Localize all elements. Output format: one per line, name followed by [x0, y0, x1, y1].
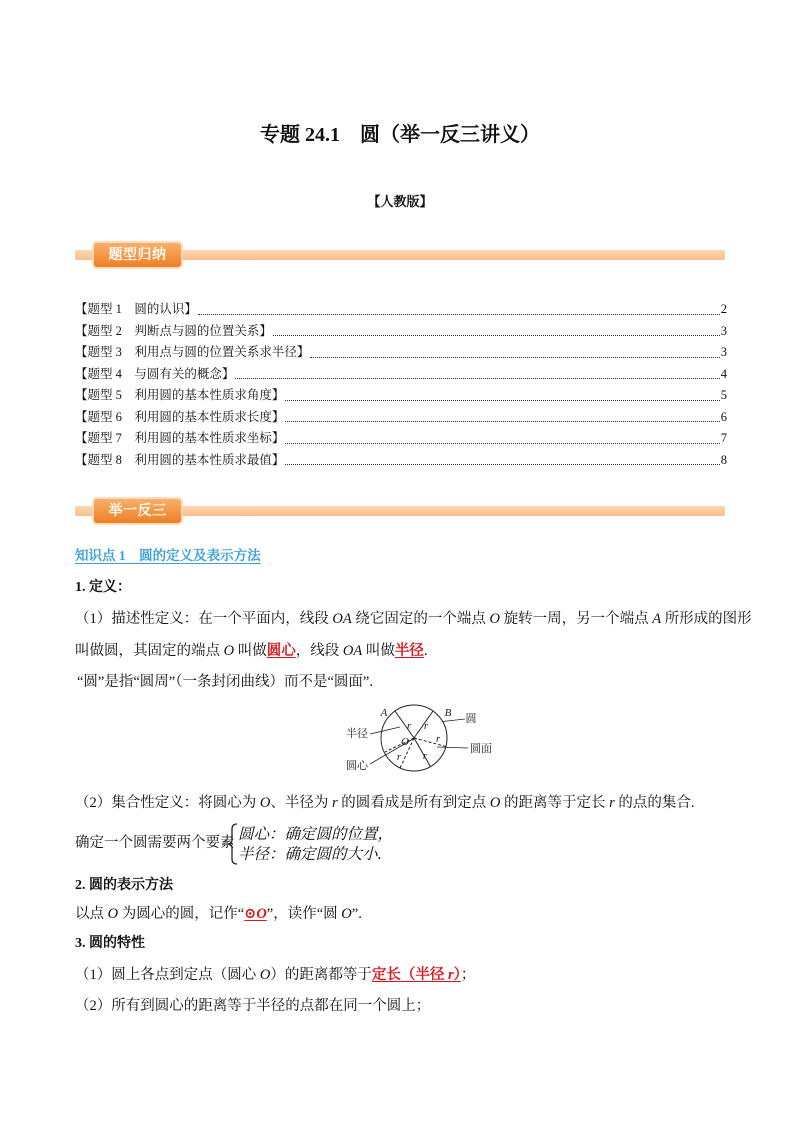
toc-entry-1[interactable]	[75, 299, 727, 321]
toc-leader-dots	[235, 378, 719, 379]
edition-label: 【人教版】	[367, 194, 433, 209]
banner-tag: 题型归纳	[92, 241, 183, 269]
text-segment: 叫做圆，其固定的端点	[75, 643, 224, 659]
toc-page-number: 4	[720, 366, 727, 381]
radius-r-label: r	[422, 750, 428, 762]
toc-leader-dots	[285, 464, 719, 465]
text-segment: 旋转一周，另一个端点	[499, 611, 653, 627]
variable: OA	[342, 643, 363, 659]
toc-entry-4[interactable]	[75, 364, 727, 386]
toc-entry-5[interactable]	[75, 385, 727, 407]
toc-leader-dots	[198, 314, 720, 315]
text-segment: 的距离等于定长	[500, 795, 610, 811]
toc-leader-dots	[273, 335, 720, 336]
toc-entry-label: 【题型 3 利用点与圆的位置关系求半径】	[75, 345, 310, 359]
text-segment: ；	[460, 967, 476, 983]
variable: OA	[332, 611, 352, 627]
emphasis-fixed-length	[372, 967, 461, 983]
text-segment: ”.	[351, 906, 362, 922]
variable: r	[447, 967, 454, 983]
variable: O	[223, 643, 235, 659]
toc-section-banner	[75, 241, 725, 269]
variable: O	[489, 611, 500, 627]
leader-radius	[370, 727, 400, 734]
toc-entry-label: 【题型 7 利用圆的基本性质求坐标】	[75, 431, 285, 445]
banner-tag: 举一反三	[92, 497, 183, 525]
variable: O	[489, 795, 501, 811]
radius-r-label: r	[406, 720, 412, 732]
variable: O	[341, 906, 352, 922]
text-segment: ）	[453, 967, 461, 983]
variable: O	[259, 795, 271, 811]
emphasis-term-center: 圆心	[266, 643, 296, 659]
text-segment: （1）描述性定义：在一个平面内，线段	[75, 611, 333, 627]
text-segment: （1）圆上各点到定点（圆心	[75, 967, 260, 983]
text-segment: （2）集合性定义：将圆心为	[75, 795, 260, 811]
point-a-label: A	[380, 707, 388, 719]
circle-term-label: 圆	[465, 713, 477, 725]
notation-line	[75, 904, 362, 924]
knowledge-point-heading: 知识点 1 圆的定义及表示方法	[75, 548, 261, 563]
radius-dashed-left	[385, 738, 414, 752]
property-1	[75, 965, 475, 985]
property-2: （2）所有到圆心的距离等于半径的点都在同一个圆上；	[75, 998, 431, 1014]
toc-entry-3[interactable]	[75, 342, 727, 364]
document-title: 专题 24.1 圆（举一反三讲义）	[260, 124, 540, 146]
radius-term-label: 半径	[346, 728, 368, 740]
text-segment: 为圆心的圆，记作“	[118, 906, 245, 922]
emphasis-term-radius: 半径	[394, 643, 424, 659]
left-brace-icon	[227, 823, 238, 865]
disk-term-label: 圆面	[470, 743, 492, 755]
leader-circle	[443, 719, 465, 722]
toc-page-number: 6	[720, 409, 727, 424]
set-definition-line	[75, 793, 695, 813]
radius-r-label: r	[423, 720, 429, 732]
toc-entry-label: 【题型 5 利用圆的基本性质求角度】	[75, 388, 285, 402]
notation-heading: 2. 圆的表示方法	[75, 878, 173, 893]
text-segment: 、半径为	[270, 795, 332, 811]
radius-dashed-right	[414, 738, 446, 747]
variable: r	[331, 795, 338, 811]
variable: r	[609, 795, 615, 811]
point-b-label: B	[444, 707, 452, 719]
variable: O	[107, 906, 119, 922]
toc-page-number: 5	[720, 388, 727, 402]
properties-heading: 3. 圆的特性	[75, 936, 145, 951]
toc-leader-dots	[310, 357, 719, 358]
elements-intro: 确定一个圆需要两个要素	[75, 835, 235, 851]
practice-section-banner	[75, 497, 725, 525]
toc-page-number: 3	[720, 323, 727, 338]
text-segment: 的圆看成是所有到定点	[337, 795, 490, 811]
text-segment: 以点	[75, 906, 108, 922]
radius-r-label: r	[435, 733, 441, 745]
toc-entry-label: 【题型 2 判断点与圆的位置关系】	[75, 323, 272, 338]
text-segment: ，线段	[295, 643, 343, 659]
center-o-label: O	[401, 736, 409, 748]
toc-entry-label: 【题型 8 利用圆的基本性质求最值】	[75, 452, 285, 467]
toc-entry-label: 【题型 6 利用圆的基本性质求长度】	[75, 409, 285, 424]
toc-leader-dots	[285, 400, 719, 401]
center-term-label: 圆心	[346, 760, 368, 772]
variable: O	[259, 967, 271, 983]
text-segment: 叫做	[234, 643, 267, 659]
toc-entry-label: 【题型 4 与圆有关的概念】	[75, 366, 235, 381]
radius-r-label: r	[396, 751, 402, 763]
table-of-contents	[75, 299, 727, 471]
leader-disk	[437, 747, 468, 748]
circle-notation-symbol: ⊙O	[244, 906, 267, 922]
toc-page-number: 8	[720, 452, 727, 467]
element-radius: 半径：确定圆的大小.	[238, 845, 383, 863]
toc-entry-label: 【题型 1 圆的认识】	[75, 302, 197, 316]
toc-page-number: 7	[720, 431, 727, 445]
toc-leader-dots	[285, 421, 719, 422]
text-segment: 所形成的图形	[661, 611, 752, 627]
text-segment: 的点的集合.	[614, 795, 695, 811]
text-segment: ”，读作“圆	[266, 906, 342, 922]
toc-entry-7[interactable]	[75, 428, 727, 450]
variable: A	[652, 611, 662, 627]
toc-entry-6[interactable]	[75, 407, 727, 429]
toc-leader-dots	[285, 443, 719, 444]
radius-oa	[395, 711, 414, 738]
text-segment: 绕它固定的一个端点	[351, 611, 490, 627]
toc-page-number: 2	[720, 302, 727, 316]
toc-entry-2[interactable]	[75, 321, 727, 343]
circle-diagram	[330, 700, 510, 780]
text-segment: 叫做	[362, 643, 395, 659]
definition-heading: 1. 定义：	[75, 580, 131, 595]
circle-note: “圆”是指“圆周”（一条封闭曲线）而不是“圆面”.	[77, 674, 373, 690]
descriptive-definition-line-1	[75, 609, 752, 629]
toc-page-number: 3	[720, 345, 727, 359]
text-segment: ）的距离都等于	[270, 967, 372, 983]
text-segment: 定长（半径	[371, 967, 448, 983]
element-center: 圆心：确定圆的位置，	[238, 825, 394, 843]
text-segment: .	[423, 643, 428, 659]
toc-entry-8[interactable]	[75, 450, 727, 472]
descriptive-definition-line-2	[75, 641, 427, 661]
